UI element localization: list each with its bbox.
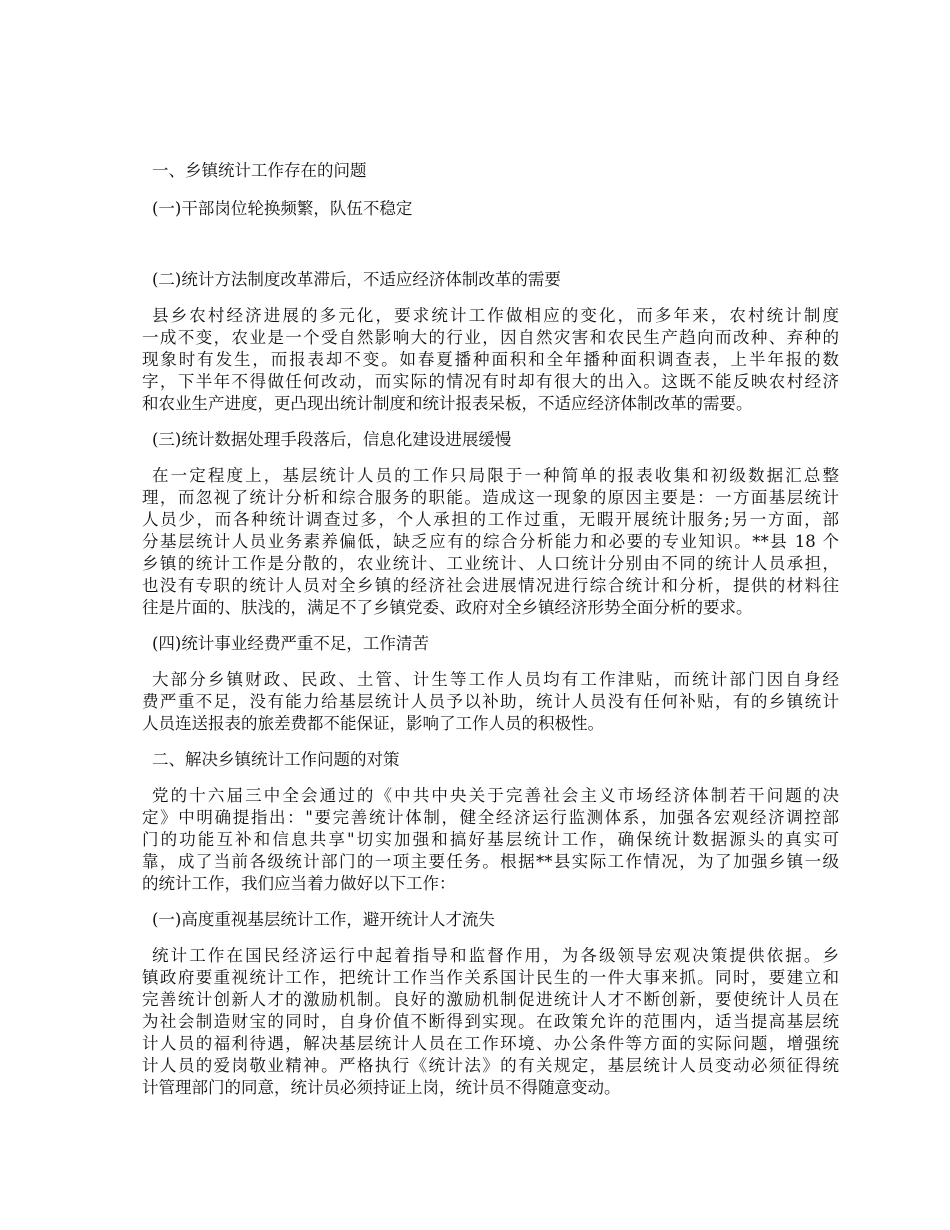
paragraph-line: 和农业生产进度，更凸现出统计制度和统计报表呆板，不适应经济体制改革的需要。 xyxy=(142,394,753,413)
subheading-talent-retention: (一)高度重视基层统计工作，避开统计人才流失 xyxy=(152,910,495,929)
paragraph-line: 也没有专职的统计人员对全乡镇的经济社会进展情况进行综合统计和分析，提供的材料往 xyxy=(142,576,839,595)
paragraph-line: 计人员的爱岗敬业精神。严格执行《统计法》的有关规定，基层统计人员变动必须征得统 xyxy=(142,1056,839,1075)
section-heading-solutions: 二、解决乡镇统计工作问题的对策 xyxy=(152,750,400,769)
subheading-data-processing: (三)统计数据处理手段落后，信息化建设进展缓慢 xyxy=(152,430,512,449)
paragraph-line: 计人员的福利待遇，解决基层统计人员在工作环境、办公条件等方面的实际问题，增强统 xyxy=(142,1034,839,1053)
paragraph-line: 党的十六届三中全会通过的《中共中央关于完善社会主义市场经济体制若干问题的决 xyxy=(152,786,839,805)
paragraph-line: 镇政府要重视统计工作，把统计工作当作关系国计民生的一件大事来抓。同时，要建立和 xyxy=(142,968,839,987)
paragraph-line: 完善统计创新人才的激励机制。良好的激励机制促进统计人才不断创新，要使统计人员在 xyxy=(142,990,839,1009)
paragraph-line: 统计工作在国民经济运行中起着指导和监督作用，为各级领导宏观决策提供依据。乡 xyxy=(152,946,839,965)
subheading-method-reform: (二)统计方法制度改革滞后，不适应经济体制改革的需要 xyxy=(152,270,561,289)
subheading-staff-rotation: (一)干部岗位轮换频繁，队伍不稳定 xyxy=(152,199,413,218)
paragraph-line: 的统计工作，我们应当着力做好以下工作： xyxy=(142,874,456,893)
paragraph-line: 理，而忽视了统计分析和综合服务的职能。造成这一现象的原因主要是：一方面基层统计 xyxy=(142,488,839,507)
paragraph-line: 费严重不足，没有能力给基层统计人员予以补助，统计人员没有任何补贴，有的乡镇统计 xyxy=(142,692,839,711)
paragraph-line: 乡镇的统计工作是分散的，农业统计、工业统计、人口统计分别由不同的统计人员承担， xyxy=(142,554,839,573)
paragraph-line: 字，下半年不得做任何改动，而实际的情况有时却有很大的出入。这既不能反映农村经济 xyxy=(142,372,839,391)
paragraph-line: 靠，成了当前各级统计部门的一项主要任务。根据**县实际工作情况，为了加强乡镇一级 xyxy=(142,852,839,871)
paragraph-line: 大部分乡镇财政、民政、土管、计生等工作人员均有工作津贴，而统计部门因自身经 xyxy=(152,670,839,689)
paragraph-line: 现象时有发生，而报表却不变。如春夏播种面积和全年播种面积调查表，上半年报的数 xyxy=(142,350,839,369)
paragraph-line: 一成不变，农业是一个受自然影响大的行业，因自然灾害和农民生产趋向而改种、弃种的 xyxy=(142,328,839,347)
subheading-funding: (四)统计事业经费严重不足，工作清苦 xyxy=(152,634,429,653)
paragraph-line: 往是片面的、肤浅的，满足不了乡镇党委、政府对全乡镇经济形势全面分析的要求。 xyxy=(142,598,753,617)
section-heading-problems: 一、乡镇统计工作存在的问题 xyxy=(152,161,367,180)
paragraph-line: 分基层统计人员业务素养偏低，缺乏应有的综合分析能力和必要的专业知识。**县 18 个 xyxy=(142,532,839,551)
paragraph-line: 为社会制造财宝的同时，自身价值不断得到实现。在政策允许的范围内，适当提高基层统 xyxy=(142,1012,839,1031)
paragraph-line: 县乡农村经济进展的多元化，要求统计工作做相应的变化，而多年来，农村统计制度 xyxy=(152,306,839,325)
paragraph-line: 计管理部门的同意，统计员必须持证上岗，统计员不得随意变动。 xyxy=(142,1078,621,1097)
paragraph-line: 门的功能互补和信息共享"切实加强和搞好基层统计工作，确保统计数据源头的真实可 xyxy=(142,830,839,849)
paragraph-line: 在一定程度上，基层统计人员的工作只局限于一种简单的报表收集和初级数据汇总整 xyxy=(152,466,839,485)
paragraph-line: 定》中明确提指出："要完善统计体制，健全经济运行监测体系，加强各宏观经济调控部 xyxy=(142,808,839,827)
paragraph-line: 人员少，而各种统计调查过多，个人承担的工作过重，无暇开展统计服务;另一方面，部 xyxy=(142,510,839,529)
paragraph-line: 人员连送报表的旅差费都不能保证，影响了工作人员的积极性。 xyxy=(142,714,604,733)
